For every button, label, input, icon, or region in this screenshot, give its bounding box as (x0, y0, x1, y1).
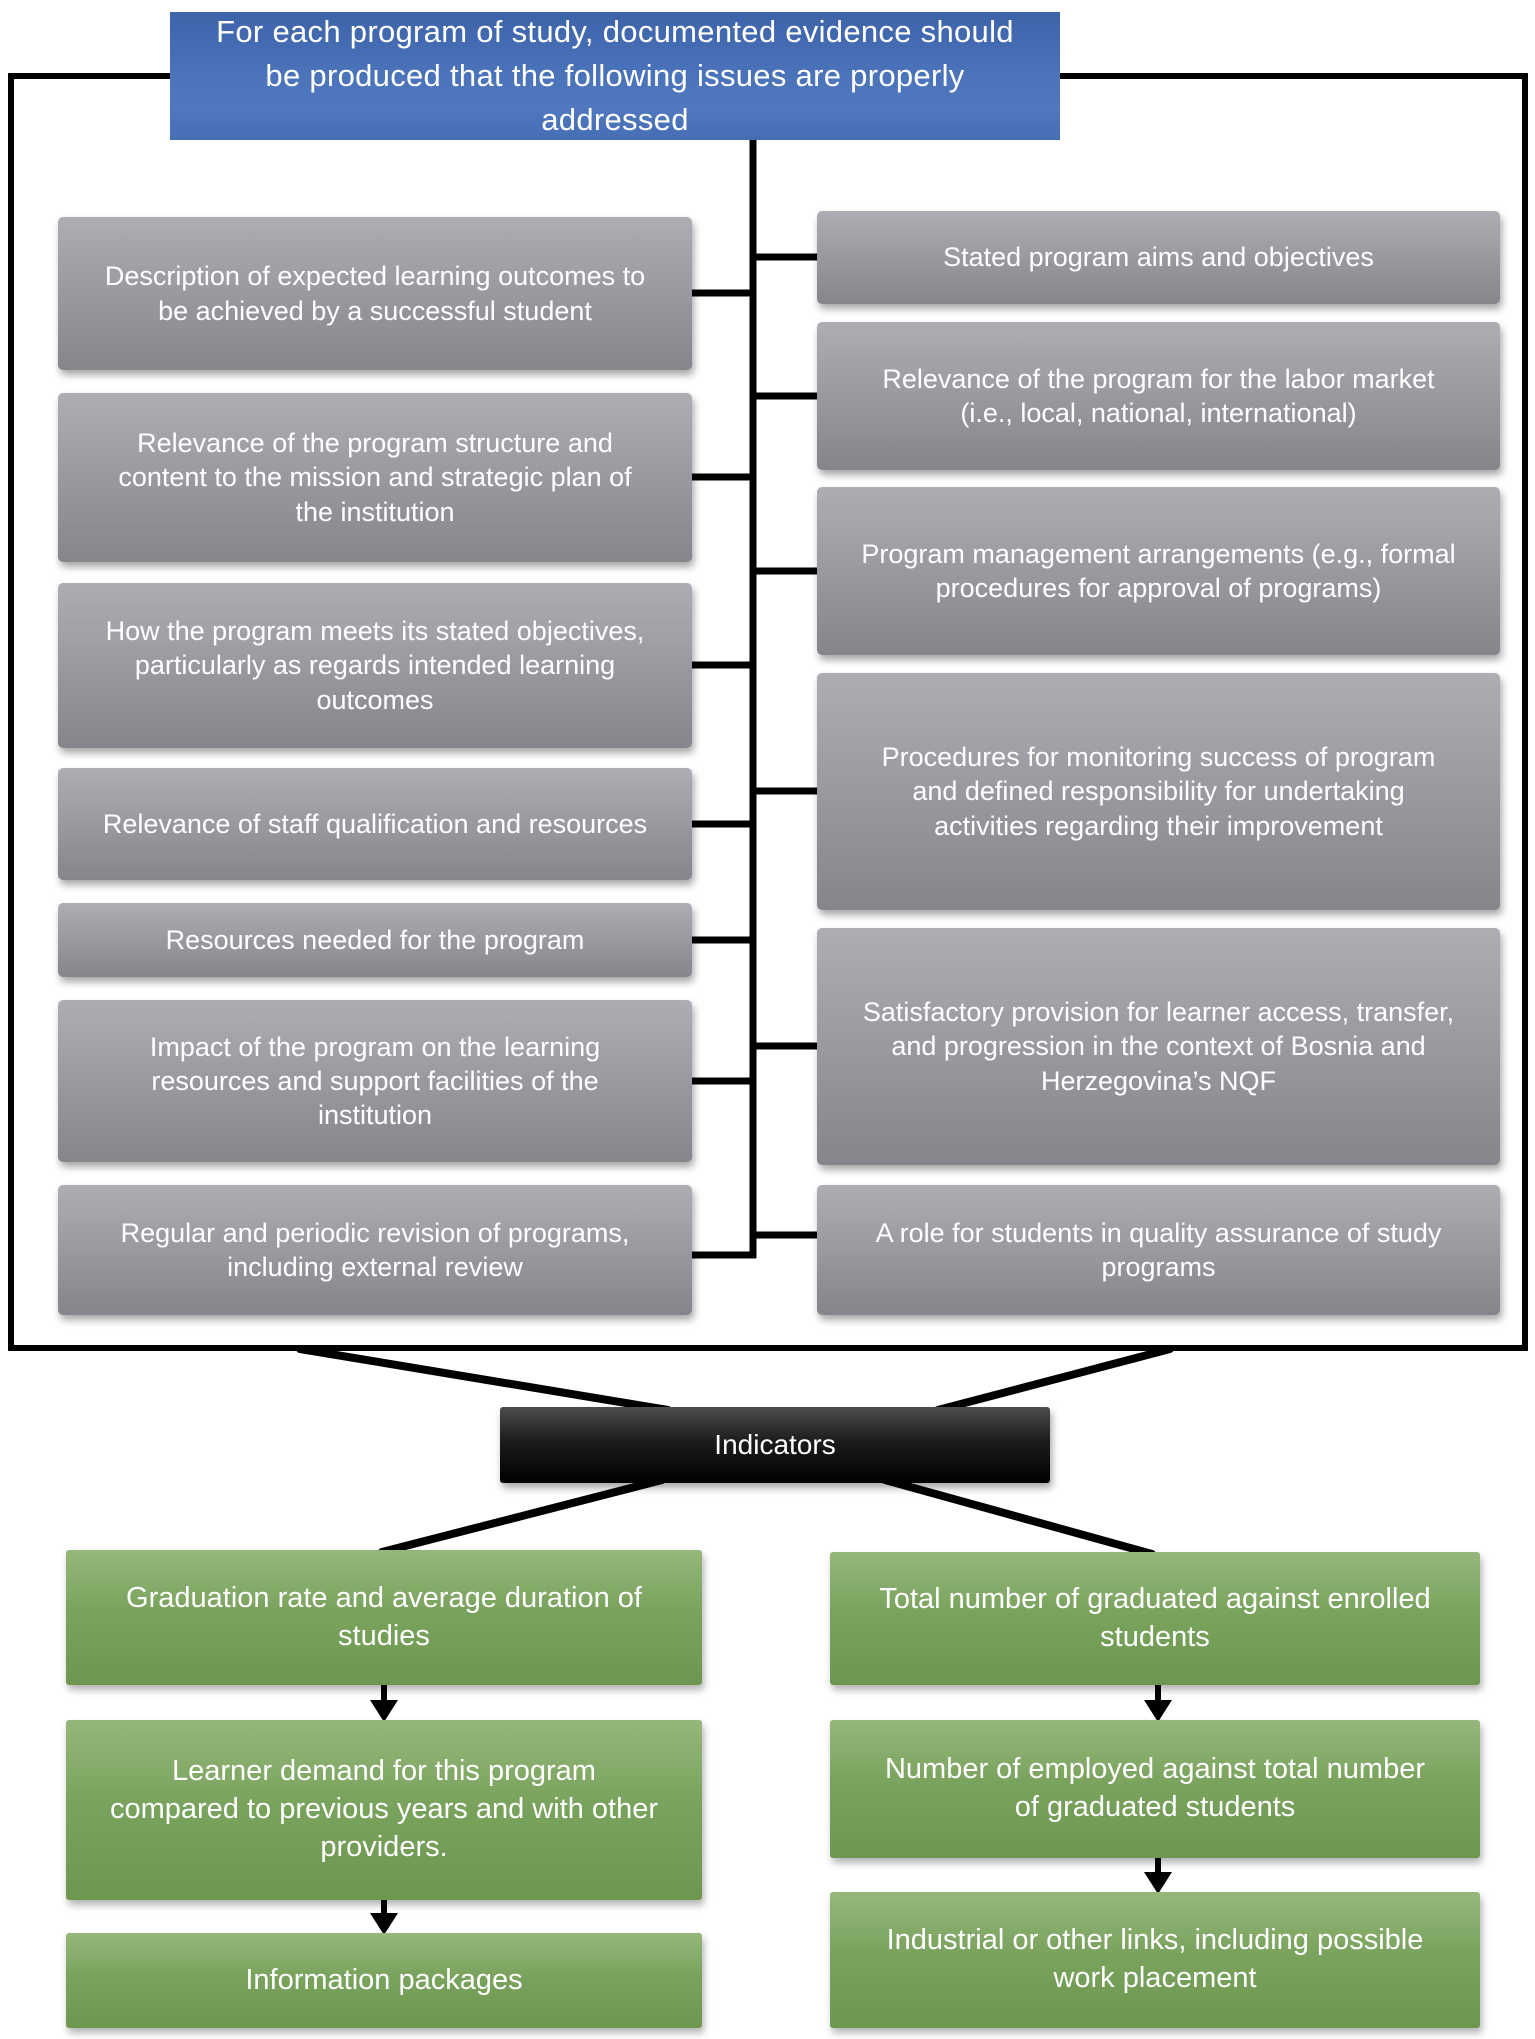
down-arrow (370, 1682, 398, 1722)
diagonal-indicators-to-left-column (382, 1480, 662, 1552)
indicator-box-right-1: Total number of graduated against enrolled students (830, 1552, 1480, 1685)
indicator-box-left-3: Information packages (66, 1933, 702, 2028)
evidence-item-right-1: Stated program aims and objectives (817, 211, 1500, 304)
title-banner: For each program of study, documented evidence should be produced that the following issues are properly addressed (170, 12, 1060, 140)
down-arrow (1144, 1685, 1172, 1722)
diagonal-panel-to-indicators-right (938, 1349, 1170, 1410)
indicator-box-right-2: Number of employed against total number of graduated students (830, 1720, 1480, 1858)
down-arrow (370, 1897, 398, 1935)
evidence-item-left-2: Relevance of the program structure and content to the mission and strategic plan of the institution (58, 393, 692, 562)
diagonal-panel-to-indicators-left (300, 1349, 668, 1410)
down-arrow (1144, 1857, 1172, 1894)
indicators-label-box: Indicators (500, 1407, 1050, 1483)
indicator-box-left-2: Learner demand for this program compared to previous years and with other providers. (66, 1720, 702, 1900)
evidence-item-right-5: Satisfactory provision for learner access, transfer, and progression in the context of Bosnia and Herzegovina’s NQF (817, 928, 1500, 1165)
evidence-item-left-5: Resources needed for the program (58, 903, 692, 977)
evidence-item-left-3: How the program meets its stated objectives, particularly as regards intended learning outcomes (58, 583, 692, 748)
indicator-box-right-3: Industrial or other links, including possible work placement (830, 1892, 1480, 2028)
evidence-item-left-4: Relevance of staff qualification and resources (58, 768, 692, 880)
diagonal-indicators-to-right-column (885, 1480, 1152, 1554)
evidence-item-left-1: Description of expected learning outcomes to be achieved by a successful student (58, 217, 692, 370)
evidence-item-left-6: Impact of the program on the learning resources and support facilities of the institution (58, 1000, 692, 1162)
indicator-box-left-1: Graduation rate and average duration of studies (66, 1550, 702, 1685)
evidence-item-right-3: Program management arrangements (e.g., formal procedures for approval of programs) (817, 487, 1500, 655)
evidence-item-left-7: Regular and periodic revision of programs, including external review (58, 1185, 692, 1315)
evidence-item-right-2: Relevance of the program for the labor market (i.e., local, national, international) (817, 322, 1500, 470)
evidence-item-right-4: Procedures for monitoring success of program and defined responsibility for undertaking activities regarding their improvement (817, 673, 1500, 910)
evidence-item-right-6: A role for students in quality assurance of study programs (817, 1185, 1500, 1315)
